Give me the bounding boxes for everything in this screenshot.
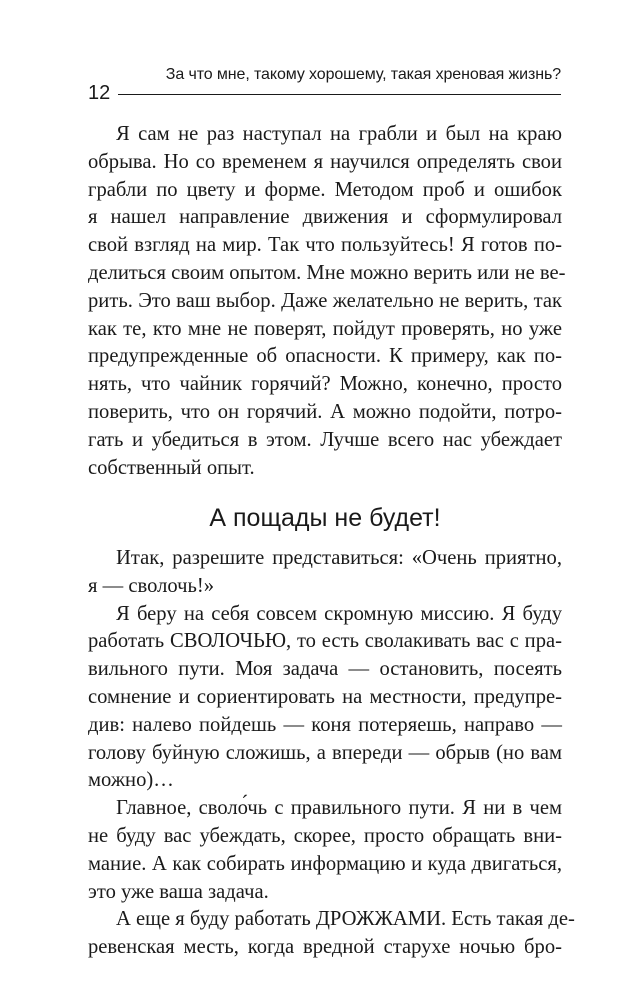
text-line: сомнение и сориентировать на местности, предупре- [88,685,562,708]
text-line: делиться своим опытом. Мне можно верить или не ве- [88,261,566,284]
text-line: Я беру на себя совсем скромную миссию. Я буду [116,602,562,625]
text-line: грабли по цвету и форме. Методом проб и ошибок [88,178,562,201]
text-line: свой взгляд на мир. Так что пользуйтесь! Я готов по- [88,234,562,257]
text-line: нять, что чайник горячий? Можно, конечно, просто [88,373,562,396]
text-line: голову буйную сложишь, а впереди — обрыв (но вам [88,741,562,764]
text-line: собственный опыт. [88,456,255,479]
text-line: как те, кто мне не поверят, пойдут проверять, но уже [88,317,562,340]
running-title: За что мне, такому хорошему, такая хреновая жизнь? [165,66,561,83]
page-number: 12 [88,82,111,104]
section-body [88,545,575,962]
text-line: я — сволочь!» [88,574,215,597]
text-line: А еще я буду работать ДРОЖЖАМИ. Есть такая де- [116,908,575,931]
text-line: вильного пути. Моя задача — остановить, посеять [88,658,562,681]
header-rule [118,94,561,95]
text-line: я нашел направление движения и сформулировал [88,206,562,229]
text-line: работать СВОЛОЧЬЮ, то есть сволакивать вас с пра- [88,630,562,653]
text-line: это уже ваша задача. [88,880,269,903]
text-line: ревенская месть, когда вредной старухе ночью бро- [88,936,562,959]
section-heading: А пощады не будет! [209,504,441,532]
text-line: гать и убедиться в этом. Лучше всего нас убеждает [88,428,562,451]
text-line: не буду вас убеждать, скорее, просто обращать вни- [88,824,562,847]
text-line: обрыва. Но со временем я научился определять свои [88,150,562,173]
text-line: предупрежденные об опасности. К примеру, как по- [88,345,562,368]
text-line: можно)… [88,769,174,792]
text-line: поверить, что он горячий. А можно подойти, потро- [88,400,562,423]
intro-paragraph [88,121,566,482]
text-line: див: налево пойдешь — коня потеряешь, направо — [88,713,562,736]
text-line: Итак, разрешите представиться: «Очень приятно, [116,547,562,569]
text-line: мание. А как собирать информацию и куда двигаться, [88,852,562,875]
text-line: рить. Это ваш выбор. Даже желательно не верить, так [88,289,562,312]
text-line: Главное, своло́чь с правильного пути. Я ни в чем [116,797,562,820]
text-line: Я сам не раз наступал на грабли и был на краю [116,123,562,145]
